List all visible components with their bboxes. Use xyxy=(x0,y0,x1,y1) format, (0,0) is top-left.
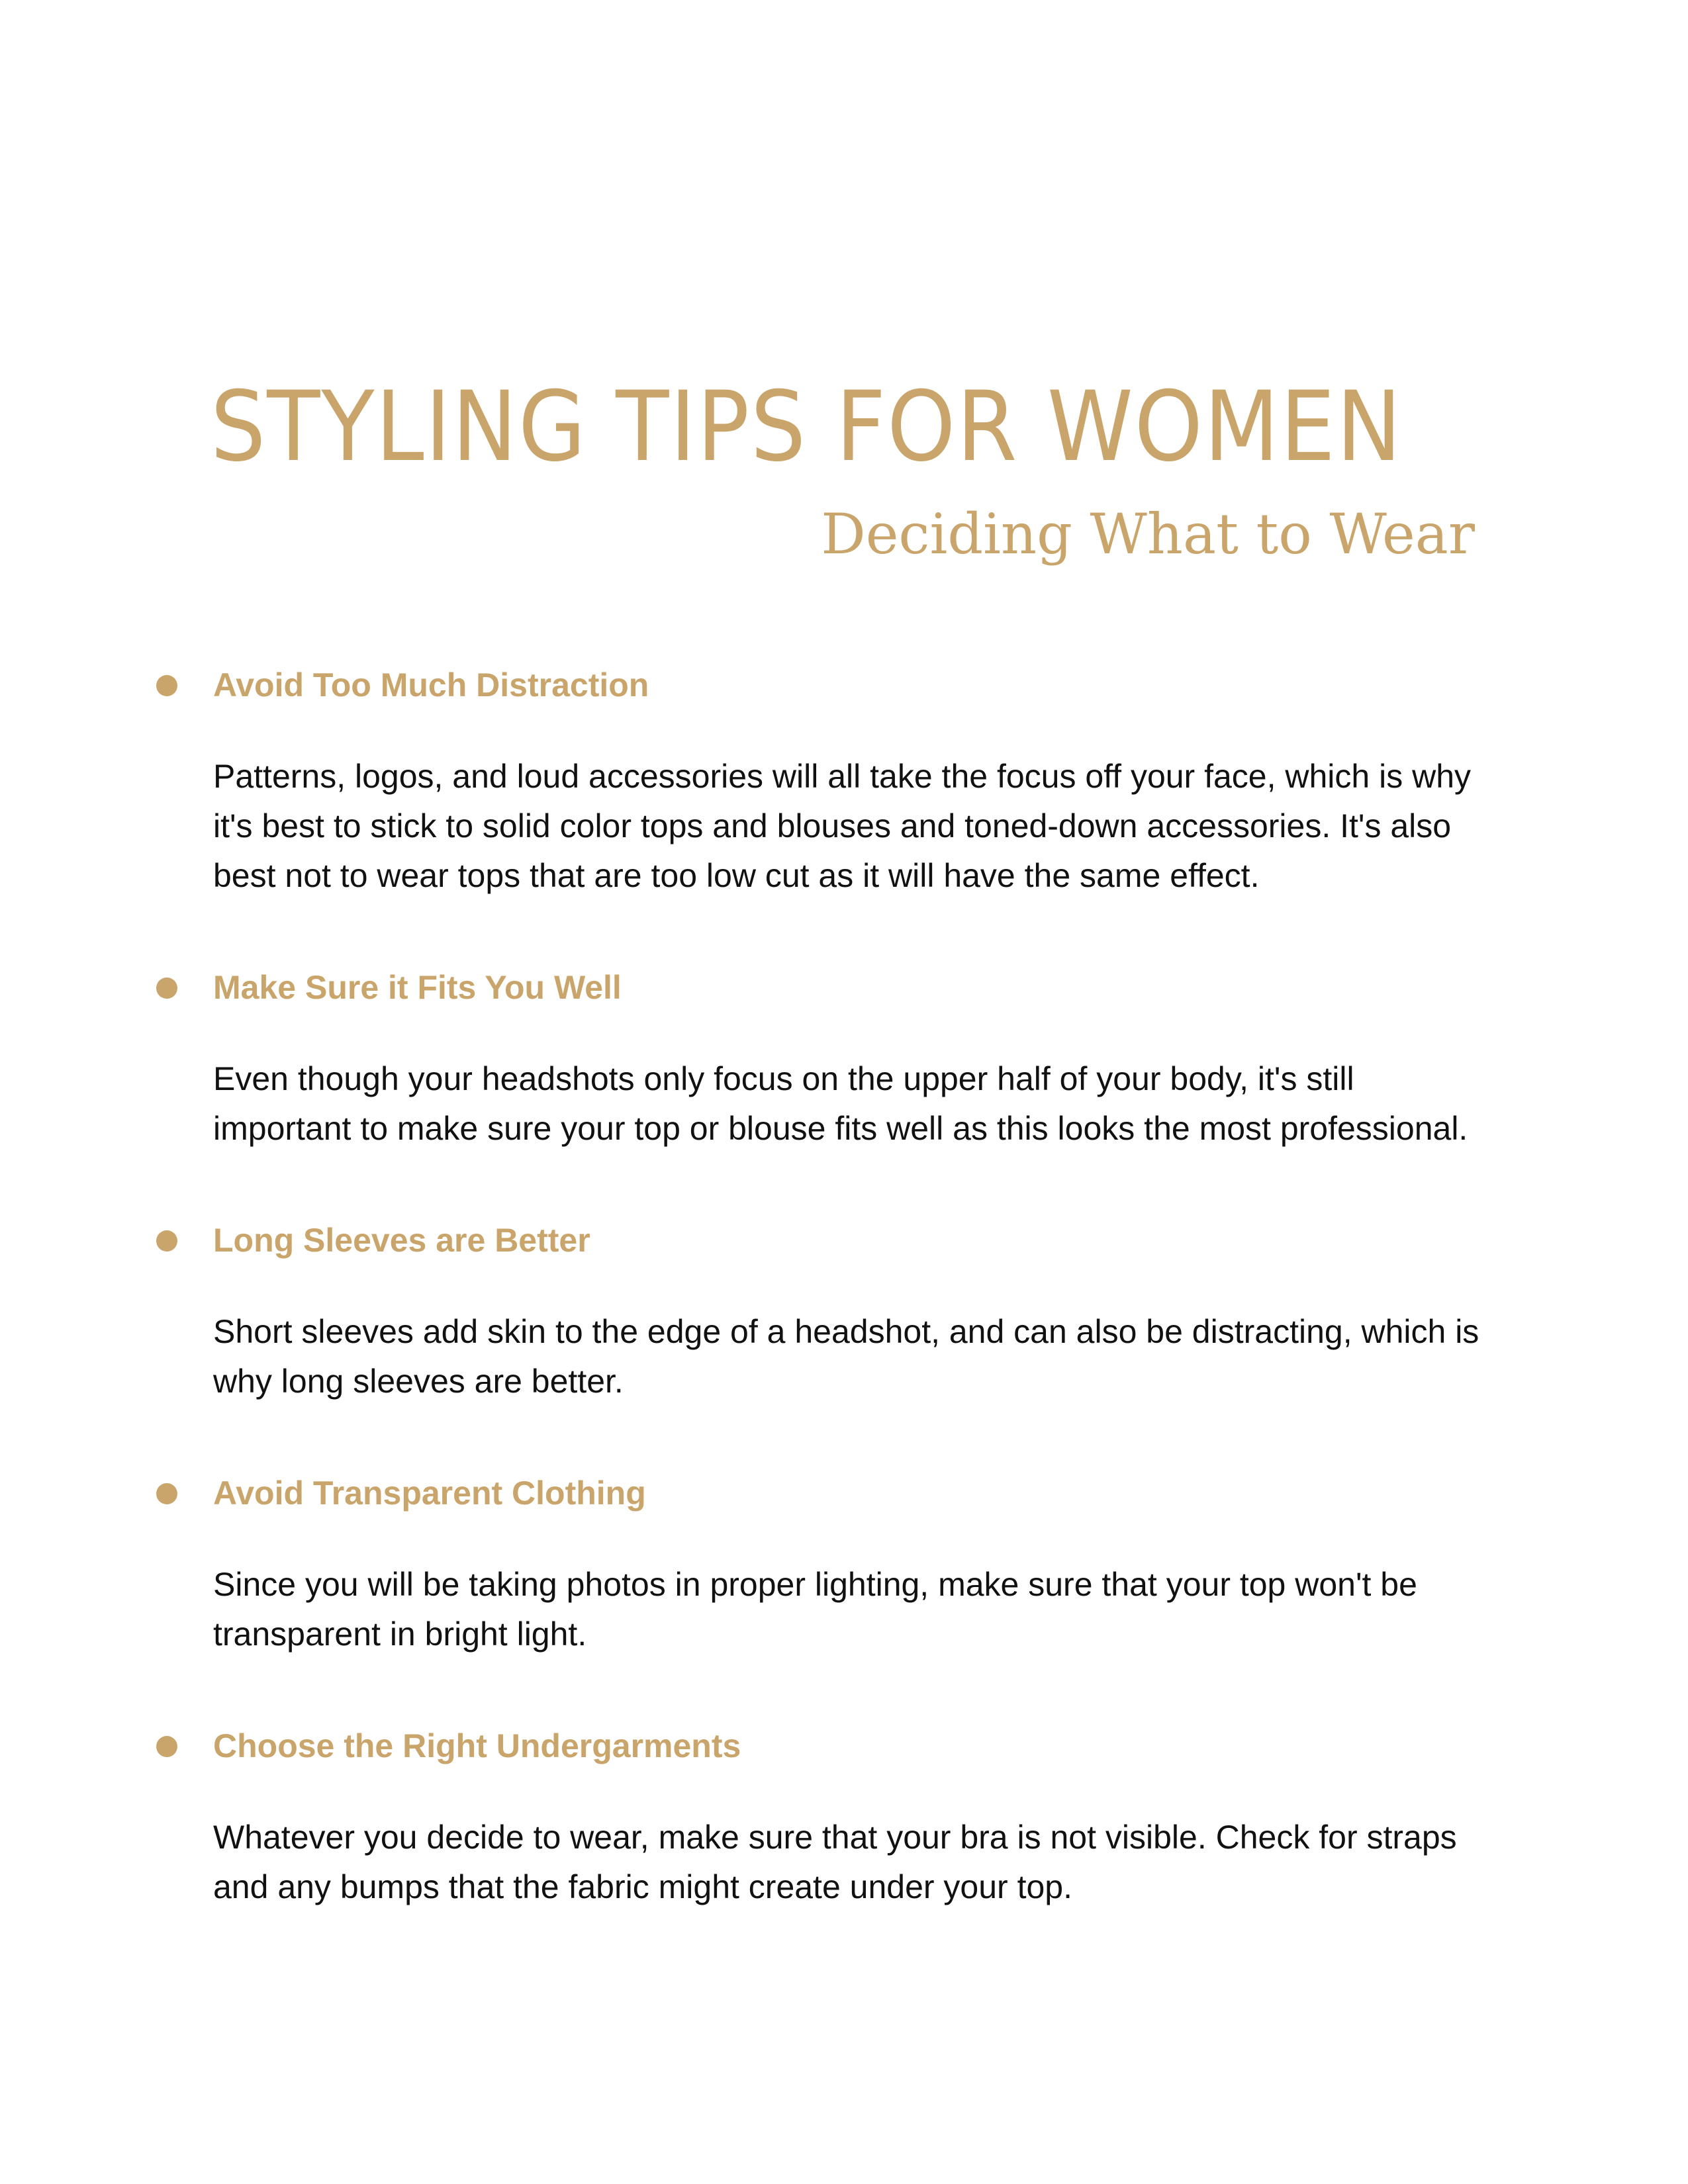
list-item xyxy=(156,1463,1487,1659)
tip-body: Whatever you decide to wear, make sure that your bra is not visible. Check for straps and any bumps that the fabric might create under your top. xyxy=(213,1819,1457,1905)
tip-body: Since you will be taking photos in proper lighting, make sure that your top won't be transparent in bright light. xyxy=(213,1566,1417,1653)
tip-heading: Avoid Transparent Clothing xyxy=(213,1475,646,1512)
list-item xyxy=(156,958,1487,1154)
tip-heading: Long Sleeves are Better xyxy=(213,1222,590,1259)
bullet-dot-icon xyxy=(156,978,177,999)
bullet-dot-icon xyxy=(156,1483,177,1504)
tip-body: Short sleeves add skin to the edge of a headshot, and can also be distracting, which is why long sleeves are better. xyxy=(213,1313,1479,1400)
list-item xyxy=(156,1210,1487,1406)
bullet-dot-icon xyxy=(156,1736,177,1757)
tip-heading: Avoid Too Much Distraction xyxy=(213,666,649,704)
tip-body: Patterns, logos, and loud accessories will all take the focus off your face, which is why it's best to stick to solid color tops and blouses and toned-down accessories. It's also best not to wear tops that are too low cut as it will have the same effect. xyxy=(213,758,1472,894)
page-title: STYLING TIPS FOR WOMEN xyxy=(211,371,1403,483)
list-item xyxy=(156,655,1487,901)
bullet-dot-icon xyxy=(156,1230,177,1251)
tip-heading: Choose the Right Undergarments xyxy=(213,1727,741,1764)
page-subtitle: Deciding What to Wear xyxy=(821,502,1475,567)
tip-body: Even though your headshots only focus on the upper half of your body, it's still important to make sure your top or blouse fits well as this looks the most professional. xyxy=(213,1060,1468,1147)
bullet-dot-icon xyxy=(156,675,177,696)
tip-heading: Make Sure it Fits You Well xyxy=(213,969,622,1006)
tips-list xyxy=(156,655,1487,1969)
list-item xyxy=(156,1716,1487,1912)
